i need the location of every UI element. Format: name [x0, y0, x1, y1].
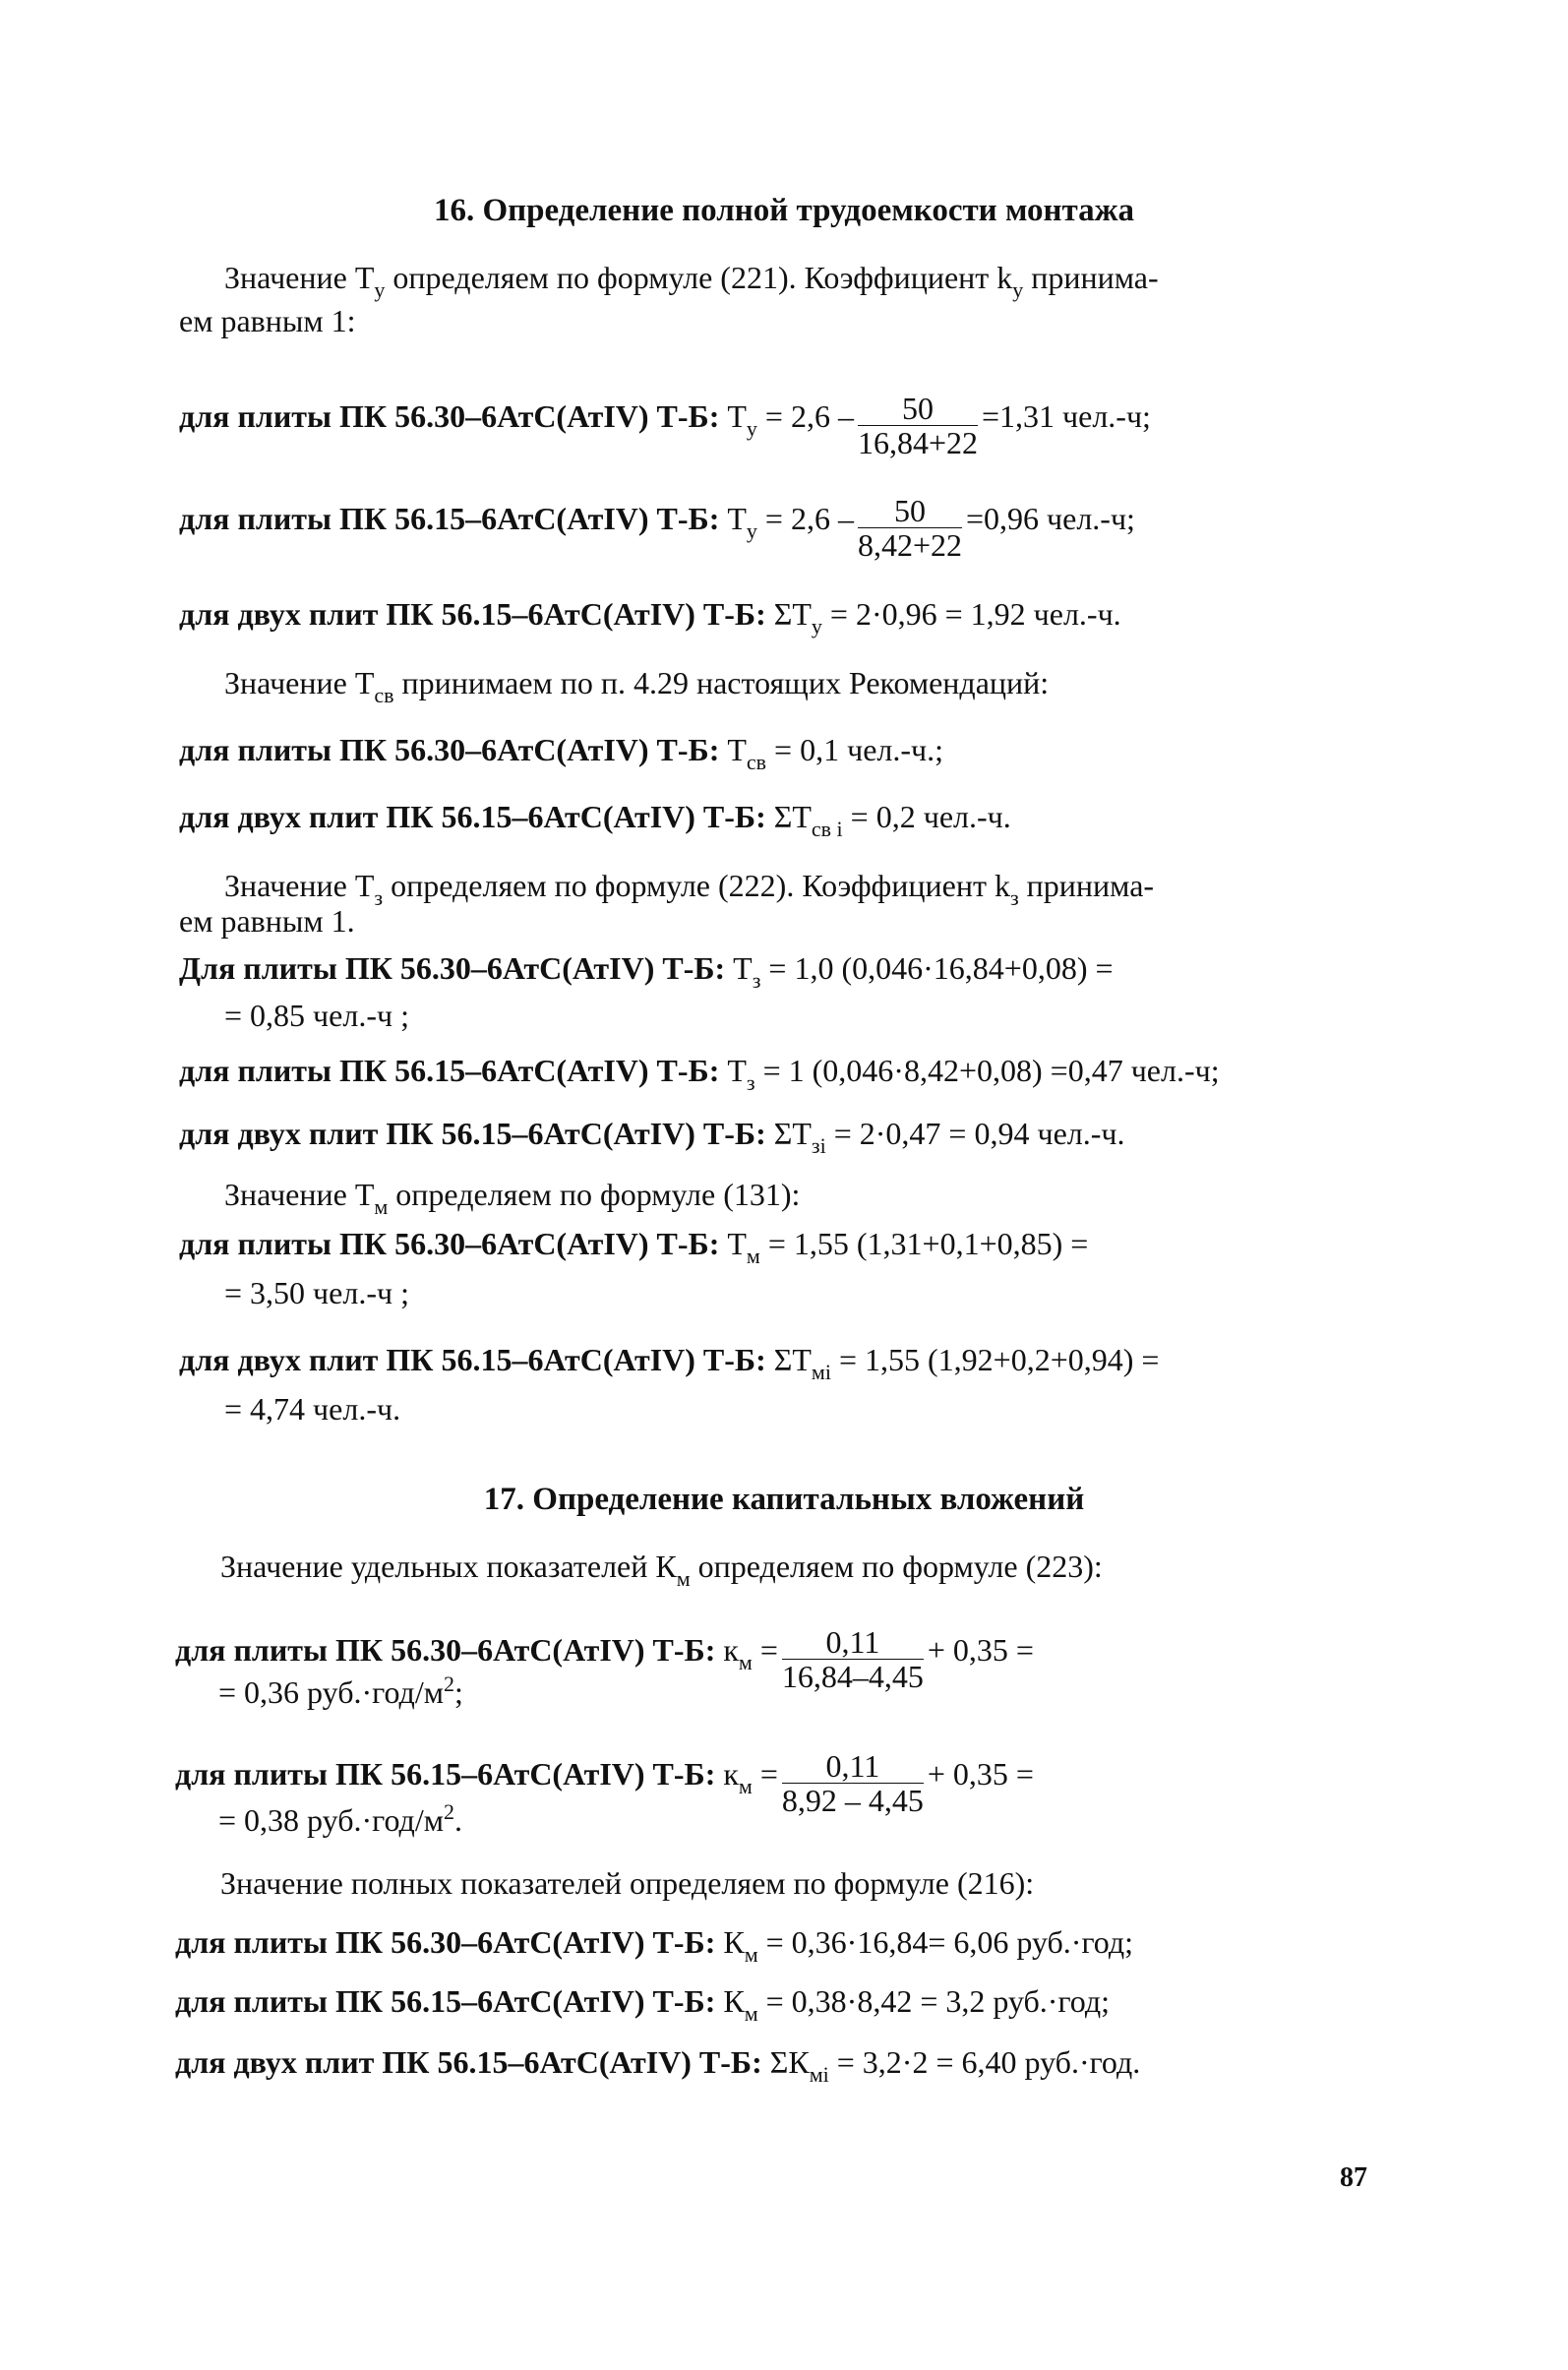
formula-rhs: = 0,1 чел.-ч.; — [766, 732, 943, 767]
formula-label: для плиты ПК 56.30–6АтС(АтIV) Т-Б: — [179, 732, 720, 767]
tsv-two — [179, 797, 1011, 841]
formula-text: =1,31 чел.-ч; — [981, 397, 1151, 434]
text: Значение Т — [224, 868, 375, 903]
numerator: 0,11 — [782, 1625, 924, 1660]
tz-intro-line-2: ем равным 1. — [179, 903, 355, 939]
subscript: м — [744, 2001, 758, 2026]
subscript: з — [374, 885, 384, 910]
text: . — [453, 1802, 462, 1838]
fraction — [858, 392, 978, 459]
formula-lhs: ΣК — [769, 2044, 810, 2080]
text: Значение удельных показателей К — [220, 1549, 677, 1584]
text: принима- — [1018, 868, 1155, 903]
formula-lhs: К — [723, 1983, 745, 2019]
formula-label: для двух плит ПК 56.15–6АтС(АтIV) Т-Б: — [179, 596, 766, 632]
formula-rhs: = 0,38·8,42 = 3,2 руб.·год; — [757, 1983, 1111, 2019]
formula-label: для двух плит ПК 56.15–6АтС(АтIV) Т-Б: — [179, 1116, 766, 1151]
subscript: зi — [811, 1133, 826, 1158]
formula-lhs: Т — [727, 1053, 747, 1088]
subscript: м — [744, 1942, 758, 1967]
denominator: 8,42+22 — [857, 527, 962, 563]
subscript: мi — [811, 1360, 831, 1384]
numerator: 50 — [858, 494, 962, 528]
subscript: м — [746, 1244, 760, 1268]
tz-56-30-cont: = 0,85 чел.-ч ; — [224, 998, 409, 1033]
full-56-30 — [175, 1922, 1134, 1967]
text: определяем по формуле (131): — [388, 1177, 801, 1212]
text: ; — [453, 1674, 463, 1710]
text: определяем по формуле (223): — [690, 1549, 1103, 1584]
formula-text: = 2,6 – — [756, 397, 854, 434]
subscript: св — [746, 750, 767, 774]
formula-lhs: Т — [733, 950, 753, 986]
full-intro: Значение полных показателей определяем по формуле (216): — [220, 1865, 1035, 1901]
full-two — [175, 2042, 1141, 2087]
subscript: м — [676, 1566, 691, 1591]
fraction — [858, 494, 962, 562]
formula-label: для плиты ПК 56.30–6АтС(АтIV) Т-Б: — [175, 1924, 716, 1960]
ty-intro-line-1 — [224, 258, 1159, 302]
formula-rhs: = 1,55 (1,31+0,1+0,85) = — [759, 1226, 1089, 1261]
tz-56-15 — [179, 1051, 1220, 1095]
text: определяем по формуле (221). Коэффициент k — [385, 260, 1013, 295]
formula-label: для плиты ПК 56.15–6АтС(АтIV) Т-Б: — [179, 500, 720, 536]
tm-two-cont: = 4,74 чел.-ч. — [224, 1391, 401, 1427]
text: принимаем по п. 4.29 настоящих Рекомендаций: — [393, 665, 1050, 700]
fraction — [782, 1625, 924, 1693]
denominator: 16,84–4,45 — [781, 1659, 924, 1694]
formula-lhs: ΣТ — [773, 596, 812, 632]
subscript: з — [1009, 885, 1019, 910]
superscript: 2 — [443, 1671, 454, 1696]
formula-lhs: к — [723, 1631, 739, 1668]
formula-rhs: = 2·0,47 = 0,94 чел.-ч. — [825, 1116, 1125, 1151]
formula-label: для плиты ПК 56.30–6АтС(АтIV) Т-Б: — [175, 1631, 716, 1668]
km-56-15-cont — [218, 1800, 462, 1840]
text: Значение Т — [224, 260, 375, 295]
formula-rhs: = 3,2·2 = 6,40 руб.·год. — [828, 2044, 1141, 2080]
formula-label: для двух плит ПК 56.15–6АтС(АтIV) Т-Б: — [179, 799, 766, 834]
formula-text: + 0,35 = — [927, 1631, 1034, 1668]
formula-lhs: Т — [727, 397, 747, 434]
text: = 0,38 руб.·год/м — [218, 1802, 444, 1838]
formula-lhs: Т — [727, 1226, 747, 1261]
km-56-30-cont — [218, 1672, 463, 1712]
tm-56-30 — [179, 1224, 1089, 1268]
tm-intro — [224, 1175, 801, 1219]
subscript: у — [811, 614, 822, 638]
formula-rhs: = 1,55 (1,92+0,2+0,94) = — [830, 1342, 1160, 1377]
formula-rhs: = 0,36·16,84= 6,06 руб.·год; — [757, 1924, 1134, 1960]
section-17-heading: 17. Определение капитальных вложений — [483, 1482, 1085, 1517]
formula-label: для плиты ПК 56.15–6АтС(АтIV) Т-Б: — [175, 1983, 716, 2019]
ty-formula-56-15 — [179, 488, 1135, 563]
formula-label: для двух плит ПК 56.15–6АтС(АтIV) Т-Б: — [175, 2044, 762, 2080]
fraction — [782, 1749, 924, 1817]
km-intro — [220, 1547, 1103, 1591]
formula-lhs: Т — [727, 732, 747, 767]
formula-text: = — [752, 1631, 778, 1668]
formula-lhs: ΣТ — [773, 1342, 812, 1377]
ty-sum-two — [179, 594, 1121, 638]
text: принима- — [1023, 260, 1159, 295]
subscript: м — [738, 1773, 753, 1798]
formula-lhs: К — [723, 1924, 745, 1960]
section-16-heading: 16. Определение полной трудоемкости монтажа — [433, 193, 1135, 228]
formula-label: Для плиты ПК 56.30–6АтС(АтIV) Т-Б: — [179, 950, 726, 986]
tz-56-30 — [179, 948, 1114, 993]
subscript: з — [746, 1070, 755, 1095]
subscript: св — [374, 683, 394, 707]
tz-intro-line-1 — [224, 866, 1155, 910]
page-number: 87 — [1340, 2162, 1367, 2193]
subscript: м — [374, 1194, 389, 1219]
denominator: 8,92 – 4,45 — [781, 1783, 924, 1818]
tm-56-30-cont: = 3,50 чел.-ч ; — [224, 1275, 409, 1310]
tsv-intro — [224, 663, 1050, 707]
subscript: у — [374, 277, 386, 302]
formula-text: = 2,6 – — [756, 500, 854, 536]
numerator: 50 — [858, 392, 978, 426]
text: Значение Т — [224, 665, 375, 700]
formula-label: для плиты ПК 56.30–6АтС(АтIV) Т-Б: — [179, 397, 720, 434]
subscript: св i — [811, 817, 843, 841]
formula-rhs: = 1,0 (0,046·16,84+0,08) = — [760, 950, 1114, 986]
formula-label: для плиты ПК 56.30–6АтС(АтIV) Т-Б: — [179, 1226, 720, 1261]
formula-label: для плиты ПК 56.15–6АтС(АтIV) Т-Б: — [179, 1053, 720, 1088]
formula-lhs: к — [723, 1755, 739, 1792]
superscript: 2 — [443, 1799, 454, 1824]
formula-text: =0,96 чел.-ч; — [965, 500, 1135, 536]
formula-lhs: ΣТ — [773, 1116, 812, 1151]
full-56-15 — [175, 1981, 1111, 2026]
ty-intro-line-2: ем равным 1: — [179, 303, 356, 338]
formula-lhs: ΣТ — [773, 799, 812, 834]
formula-label: для плиты ПК 56.15–6АтС(АтIV) Т-Б: — [175, 1755, 716, 1792]
text: определяем по формуле (222). Коэффициент k — [383, 868, 1010, 903]
text: = 0,36 руб.·год/м — [218, 1674, 444, 1710]
tsv-56-30 — [179, 730, 943, 774]
subscript: у — [1012, 277, 1024, 302]
formula-lhs: Т — [727, 500, 747, 536]
formula-rhs: = 1 (0,046·8,42+0,08) =0,47 чел.-ч; — [754, 1053, 1220, 1088]
subscript: у — [746, 415, 757, 441]
formula-rhs: = 2·0,96 = 1,92 чел.-ч. — [821, 596, 1121, 632]
formula-text: = — [752, 1755, 778, 1792]
ty-formula-56-30 — [179, 386, 1151, 460]
formula-label: для двух плит ПК 56.15–6АтС(АтIV) Т-Б: — [179, 1342, 766, 1377]
subscript: з — [752, 968, 761, 993]
subscript: мi — [809, 2062, 829, 2087]
subscript: м — [738, 1649, 753, 1674]
tz-two — [179, 1114, 1125, 1158]
subscript: у — [746, 517, 757, 543]
denominator: 16,84+22 — [857, 425, 978, 460]
formula-rhs: = 0,2 чел.-ч. — [842, 799, 1011, 834]
tm-two — [179, 1340, 1160, 1384]
text: Значение Т — [224, 1177, 375, 1212]
numerator: 0,11 — [782, 1749, 924, 1784]
formula-text: + 0,35 = — [927, 1755, 1034, 1792]
